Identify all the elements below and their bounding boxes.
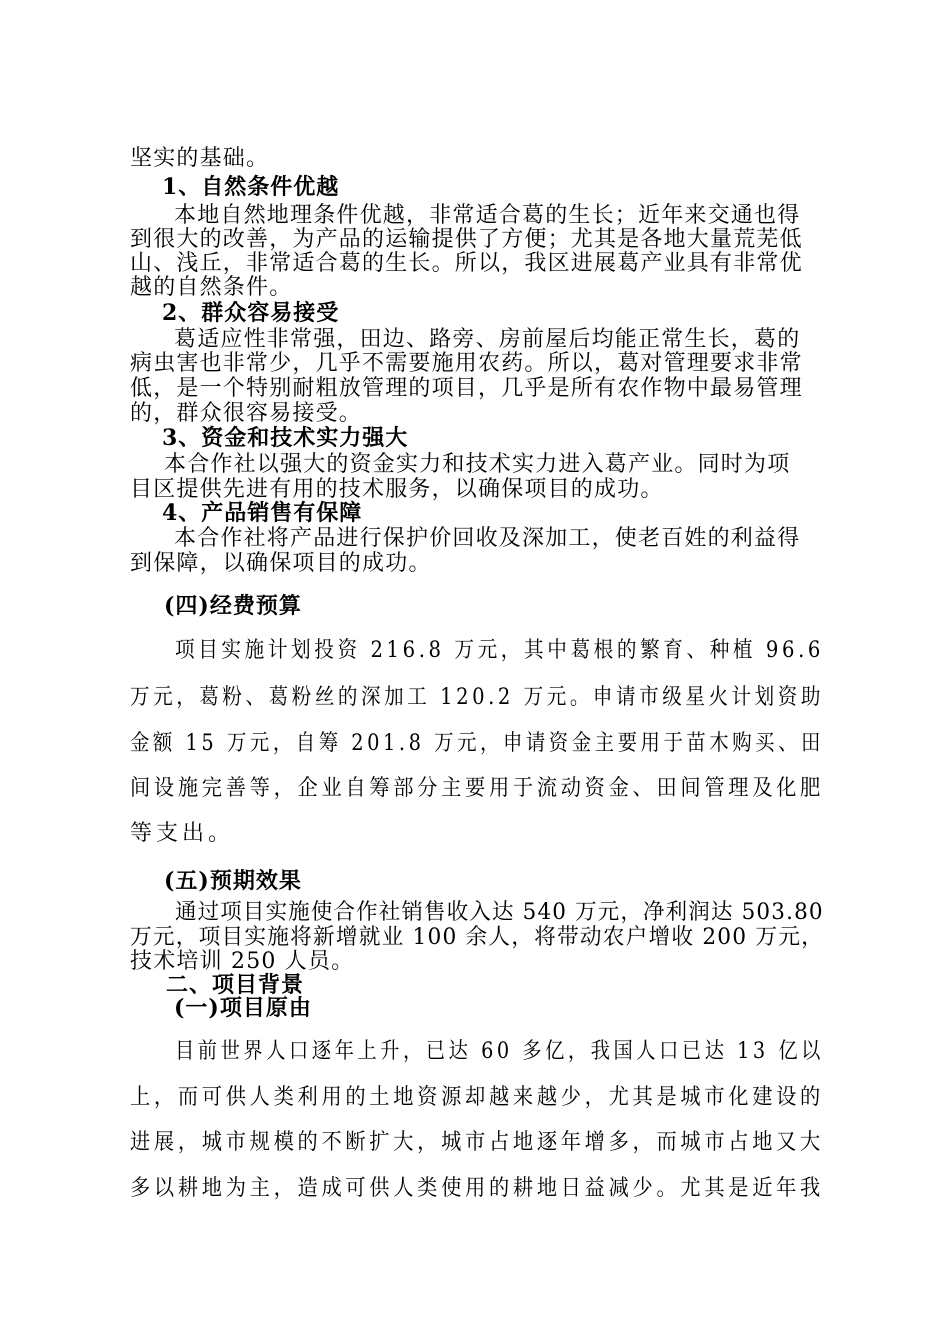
paragraph-line: 葛适应性非常强，田边、路旁、房前屋后均能正常生长，葛的 xyxy=(174,327,801,352)
paragraph-line: 万元，葛粉、葛粉丝的深加工 120.2 万元。申请市级星火计划资助 xyxy=(130,685,824,710)
section-heading: (五)预期效果 xyxy=(164,868,302,894)
section-heading: (四)经费预算 xyxy=(164,593,302,619)
paragraph-line: 金额 15 万元，自筹 201.8 万元，申请资金主要用于苗木购买、田 xyxy=(130,731,824,756)
chapter-heading: 二、项目背景 xyxy=(166,972,305,998)
paragraph-line: 病虫害也非常少，几乎不需要施用农药。所以，葛对管理要求非常 xyxy=(130,351,803,376)
paragraph-line: 本地自然地理条件优越，非常适合葛的生长；近年来交通也得 xyxy=(174,203,801,228)
paragraph-line: 进展，城市规模的不断扩大，城市占地逐年增多，而城市占地又大 xyxy=(130,1130,824,1155)
section-heading: 4、产品销售有保障 xyxy=(162,500,363,526)
paragraph-line: 万元，项目实施将新增就业 100 余人，将带动农户增收 200 万元， xyxy=(130,925,824,950)
paragraph-line: 技术培训 250 人员。 xyxy=(130,949,355,974)
paragraph-line: 上，而可供人类利用的土地资源却越来越少，尤其是城市化建设的 xyxy=(130,1085,824,1110)
section-heading: (一)项目原由 xyxy=(174,995,312,1021)
paragraph-line: 到很大的改善，为产品的运输提供了方便；尤其是各地大量荒芜低 xyxy=(130,227,803,252)
section-heading: 1、自然条件优越 xyxy=(162,174,340,200)
paragraph-line: 目前世界人口逐年上升，已达 60 多亿，我国人口已达 13 亿以 xyxy=(175,1039,824,1064)
paragraph-line: 坚实的基础。 xyxy=(130,146,270,171)
paragraph-line: 多以耕地为主，造成可供人类使用的耕地日益减少。尤其是近年我 xyxy=(130,1176,824,1201)
paragraph-line: 项目实施计划投资 216.8 万元，其中葛根的繁育、种植 96.6 xyxy=(175,638,824,663)
paragraph-line: 到保障，以确保项目的成功。 xyxy=(130,551,432,576)
paragraph-line: 目区提供先进有用的技术服务，以确保项目的成功。 xyxy=(130,477,664,502)
paragraph-line: 的，群众很容易接受。 xyxy=(130,401,363,426)
paragraph-line: 越的自然条件。 xyxy=(130,275,293,300)
paragraph-line: 山、浅丘，非常适合葛的生长。所以，我区进展葛产业具有非常优 xyxy=(130,251,803,276)
paragraph-line: 通过项目实施使合作社销售收入达 540 万元，净利润达 503.80 xyxy=(175,900,824,925)
paragraph-line: 间设施完善等，企业自筹部分主要用于流动资金、田间管理及化肥 xyxy=(130,776,824,801)
section-heading: 2、群众容易接受 xyxy=(162,300,340,326)
section-heading: 3、资金和技术实力强大 xyxy=(162,425,409,451)
paragraph-line: 本合作社将产品进行保护价回收及深加工，使老百姓的利益得 xyxy=(174,526,801,551)
paragraph-line: 本合作社以强大的资金实力和技术实力进入葛产业。同时为项 xyxy=(164,452,791,477)
paragraph-line: 等支出。 xyxy=(130,821,235,846)
paragraph-line: 低，是一个特别耐粗放管理的项目，几乎是所有农作物中最易管理 xyxy=(130,376,803,401)
